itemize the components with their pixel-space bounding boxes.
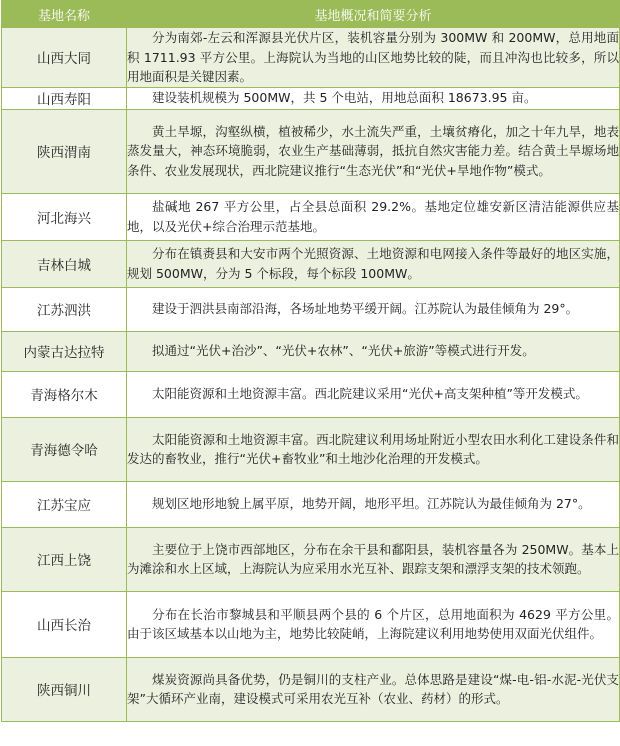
row-name: 河北海兴 <box>2 193 127 240</box>
row-desc: 分布在长治市黎城县和平顺县两个县的 6 个片区，总用地面积为 4629 平方公里。由于该区域基本以山地为主，地势比较陡峭，上海院建议利用地势使用双面光伏组件。 <box>127 591 620 657</box>
header-base-name: 基地名称 <box>2 1 127 28</box>
table-header-row <box>2 1 620 28</box>
row-name: 内蒙古达拉特 <box>2 331 127 371</box>
row-desc: 建设于泗洪县南部沿海，各场址地势平缓开阔。江苏院认为最佳倾角为 29°。 <box>127 287 620 331</box>
table-row <box>2 481 620 527</box>
table-row <box>2 87 620 109</box>
row-name: 青海德令哈 <box>2 417 127 481</box>
table-row <box>2 109 620 193</box>
table-row <box>2 417 620 481</box>
row-desc: 煤炭资源尚具备优势，仍是铜川的支柱产业。总体思路是建设“煤-电-铝-水泥-光伏支架”大循环产业南，建设模式可采用农光互补（农业、药材）的形式。 <box>127 657 620 721</box>
row-desc: 太阳能资源和土地资源丰富。西北院建议采用“光伏+高支架种植”等开发模式。 <box>127 371 620 417</box>
row-name: 吉林白城 <box>2 240 127 287</box>
row-name: 青海格尔木 <box>2 371 127 417</box>
row-name: 江西上饶 <box>2 527 127 591</box>
table-row <box>2 287 620 331</box>
row-name: 山西大同 <box>2 28 127 88</box>
table-row <box>2 591 620 657</box>
row-desc: 主要位于上饶市西部地区，分布在余干县和鄱阳县，装机容量各为 250MW。基本上为滩涂和水上区域，上海院认为应采用水光互补、跟踪支架和漂浮支架的技术领跑。 <box>127 527 620 591</box>
table-row <box>2 371 620 417</box>
table-row <box>2 331 620 371</box>
table-row <box>2 193 620 240</box>
row-desc: 分布在镇赉县和大安市两个光照资源、土地资源和电网接入条件等最好的地区实施，规划 500MW，分为 5 个标段，每个标段 100MW。 <box>127 240 620 287</box>
table-row <box>2 240 620 287</box>
row-desc: 分为南郊-左云和浑源县光伏片区，装机容量分别为 300MW 和 200MW，总用地面积 1711.93 平方公里。上海院认为当地的山区地势比较的陡，而且冲沟也比较多，所以用地面积是关键因素。 <box>127 28 620 88</box>
table-row <box>2 527 620 591</box>
row-desc: 盐碱地 267 平方公里，占全县总面积 29.2%。基地定位雄安新区清洁能源供应基地，以及光伏+综合治理示范基地。 <box>127 193 620 240</box>
row-desc: 太阳能资源和土地资源丰富。西北院建议利用场址附近小型农田水利化工建设条件和发达的畜牧业，推行“光伏+畜牧业”和土地沙化治理的开发模式。 <box>127 417 620 481</box>
row-desc: 规划区地形地貌上属平原，地势开阔，地形平坦。江苏院认为最佳倾角为 27°。 <box>127 481 620 527</box>
row-desc: 黄土旱塬，沟壑纵横，植被稀少，水土流失严重，土壤贫瘠化，加之十年九旱，地表蒸发量大，神态环境脆弱，农业生产基础薄弱，抵抗自然灾害能力差。结合黄土旱塬场地条件、农业发展现状，西北院建议推行“生态光伏”和“光伏+旱地作物”模式。 <box>127 109 620 193</box>
row-name: 山西寿阳 <box>2 87 127 109</box>
table-row <box>2 657 620 721</box>
row-name: 陕西渭南 <box>2 109 127 193</box>
base-table <box>1 0 620 722</box>
table-row <box>2 28 620 88</box>
row-desc: 拟通过“光伏+治沙”、“光伏+农林”、“光伏+旅游”等模式进行开发。 <box>127 331 620 371</box>
row-name: 山西长治 <box>2 591 127 657</box>
row-name: 江苏泗洪 <box>2 287 127 331</box>
header-base-desc: 基地概况和简要分析 <box>127 1 620 28</box>
row-name: 江苏宝应 <box>2 481 127 527</box>
row-name: 陕西铜川 <box>2 657 127 721</box>
row-desc: 建设装机规模为 500MW，共 5 个电站，用地总面积 18673.95 亩。 <box>127 87 620 109</box>
